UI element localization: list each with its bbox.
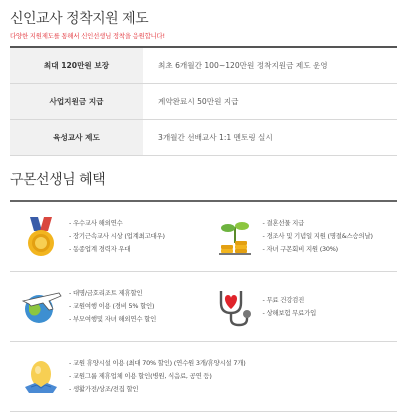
benefits-row: [10, 342, 397, 412]
benefits-row: [10, 202, 397, 272]
plant-coins-icon: [211, 215, 259, 259]
support-table: [10, 46, 397, 156]
benefit-line: - 경조사 및 기념일 지원 (명절&스승의날): [263, 230, 373, 243]
benefit-line: - 우수교사 해외연수: [69, 217, 165, 230]
support-row-value: 최초 6개월간 100~120만원 정착지원금 제도 운영: [158, 61, 328, 70]
program-title: 신인교사 정착지원 제도: [10, 11, 149, 27]
benefits-row: [10, 272, 397, 342]
support-row-value: 3개월간 선배교사 1:1 멘토링 실시: [158, 133, 273, 142]
benefit-line: - 교원그룹 제휴업체 이용 할인(병원, 식음료, 공연 등): [69, 370, 246, 383]
benefit-list: [69, 357, 246, 396]
support-row: [10, 120, 397, 156]
benefit-list: [69, 287, 156, 326]
benefit-list: [69, 217, 165, 256]
benefit-line: - 생활가전/상조/전집 할인: [69, 383, 246, 396]
benefit-line: - 장기근속교사 시상 (업계최고대우): [69, 230, 165, 243]
benefit-list: [263, 217, 373, 256]
benefits-grid: [10, 200, 397, 412]
support-row: [10, 84, 397, 120]
benefit-item: [10, 272, 204, 341]
benefit-line: - 결혼선물 지급: [263, 217, 373, 230]
support-row-label: 육성교사 제도: [10, 120, 143, 155]
benefit-line: - 상해보험 무료가입: [263, 307, 317, 320]
benefit-list: [263, 294, 317, 320]
benefits-title: 구몬선생님 혜택: [10, 172, 106, 188]
benefit-line: - 대명/금호리조트 제휴할인: [69, 287, 156, 300]
support-row-label: 최대 120만원 보장: [10, 48, 143, 83]
support-row: [10, 48, 397, 84]
benefit-line: - 교원여행 이용 (경비 5% 할인): [69, 300, 156, 313]
support-row-value: 계약완료시 50만원 지급: [158, 97, 239, 106]
program-subtitle: 다양한 지원제도를 통해서 신인선생님 정착을 응원합니다!: [10, 32, 165, 40]
benefit-item: [10, 202, 204, 271]
benefit-item: [10, 342, 397, 411]
airplane-globe-icon: [17, 285, 65, 329]
support-row-label: 사업지원금 지급: [10, 84, 143, 119]
benefit-line: - 부모여행및 자녀 해외연수 할인: [69, 313, 156, 326]
benefit-line: - 교원 휴양시설 이용 (최대 70% 할인) (연수원 3개/휴양시설 7개): [69, 357, 246, 370]
benefit-line: - 자녀 구몬회비 지원 (30%): [263, 243, 373, 256]
benefit-item: [204, 272, 398, 341]
egg-icon: [17, 355, 65, 399]
medal-icon: [17, 215, 65, 259]
stethoscope-heart-icon: [211, 285, 259, 329]
benefit-line: - 무료 건강검진: [263, 294, 317, 307]
benefit-item: [204, 202, 398, 271]
benefit-line: - 동종업계 경력자 우대: [69, 243, 165, 256]
